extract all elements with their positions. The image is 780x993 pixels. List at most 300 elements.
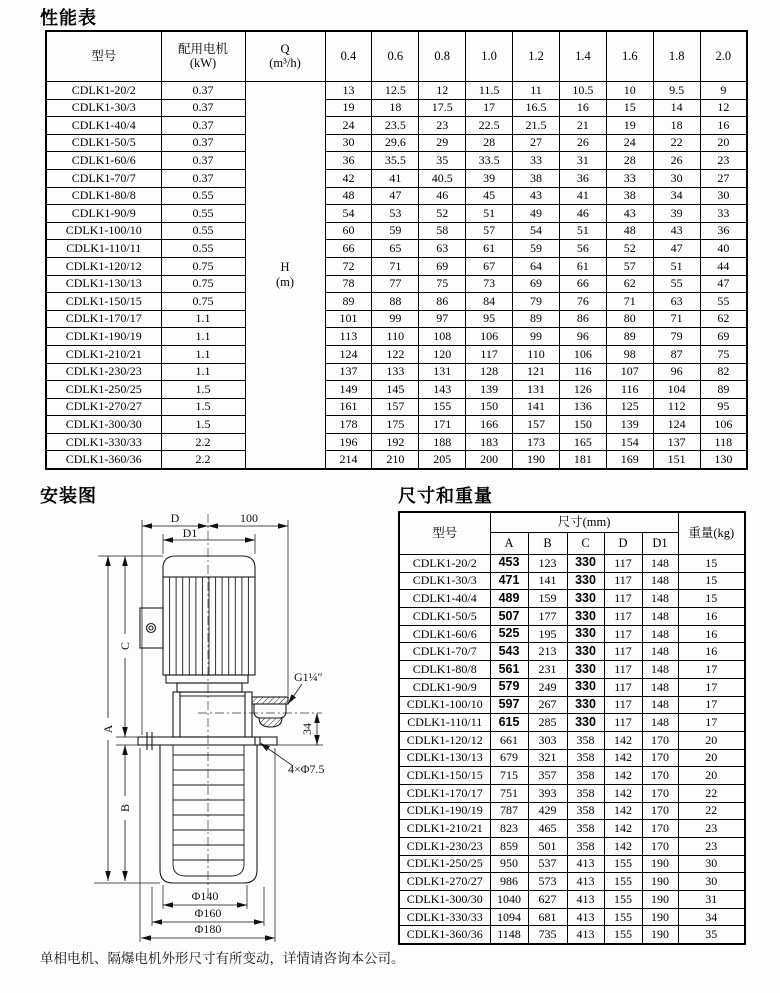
head-value-cell: 106 — [700, 416, 747, 434]
dim-label-phi180: Φ180 — [194, 922, 222, 936]
dim-value-cell: 489 — [490, 590, 528, 608]
dim-value-cell: 31 — [678, 891, 745, 909]
dim-value-cell: 35 — [678, 926, 745, 944]
dim-model-cell: CDLK1-190/19 — [399, 802, 490, 820]
dim-value-cell: 465 — [528, 820, 567, 838]
head-value-cell: 173 — [513, 433, 560, 451]
head-value-cell: 128 — [466, 363, 513, 381]
motor-fins — [170, 577, 249, 675]
pump-outline — [138, 556, 288, 883]
motor-kw-cell: 0.55 — [161, 222, 245, 240]
head-value-cell: 57 — [606, 257, 653, 275]
dim-value-cell: 231 — [528, 661, 567, 679]
dim-value-cell: 249 — [528, 678, 567, 696]
head-value-cell: 171 — [419, 416, 466, 434]
dim-label-a: A — [101, 724, 115, 734]
dim-value-cell: 679 — [490, 749, 528, 767]
head-value-cell: 150 — [466, 398, 513, 416]
dim-row — [399, 873, 745, 891]
head-value-cell: 200 — [466, 451, 513, 469]
dim-value-cell: 190 — [642, 908, 678, 926]
head-value-cell: 44 — [700, 257, 747, 275]
dim-value-cell: 190 — [642, 891, 678, 909]
dim-value-cell: 117 — [604, 590, 642, 608]
perf-row — [46, 363, 747, 381]
head-value-cell: 20 — [700, 134, 747, 152]
dim-value-cell: 170 — [642, 731, 678, 749]
perf-row — [46, 257, 747, 275]
extension-lines — [94, 520, 323, 942]
dim-value-cell: 148 — [642, 555, 678, 573]
model-cell: CDLK1-40/4 — [46, 117, 161, 135]
head-value-cell: 62 — [700, 310, 747, 328]
dim-value-cell: 330 — [567, 572, 604, 590]
head-value-cell: 130 — [700, 451, 747, 469]
head-value-cell: 31 — [559, 152, 606, 170]
model-cell: CDLK1-100/10 — [46, 222, 161, 240]
dim-model-cell: CDLK1-40/4 — [399, 590, 490, 608]
installation-diagram-title: 安装图 — [40, 486, 97, 506]
head-value-cell: 192 — [372, 433, 419, 451]
dim-row — [399, 820, 745, 838]
dim-value-cell: 358 — [567, 749, 604, 767]
diagram-labels — [101, 511, 325, 936]
dim-value-cell: 303 — [528, 731, 567, 749]
head-value-cell: 30 — [653, 169, 700, 187]
junction-box-hole — [147, 624, 156, 633]
motor-kw-cell: 0.55 — [161, 187, 245, 205]
head-value-cell: 99 — [513, 328, 560, 346]
head-value-cell: 98 — [606, 345, 653, 363]
head-value-cell: 11 — [513, 82, 560, 100]
head-unit-cell: H (m) — [245, 82, 325, 470]
head-value-cell: 18 — [372, 99, 419, 117]
head-value-cell: 26 — [653, 152, 700, 170]
dim-model-cell: CDLK1-170/17 — [399, 784, 490, 802]
perf-row — [46, 134, 747, 152]
model-cell: CDLK1-270/27 — [46, 398, 161, 416]
motor-kw-cell: 2.2 — [161, 451, 245, 469]
model-cell: CDLK1-50/5 — [46, 134, 161, 152]
junction-box — [140, 608, 163, 648]
motor-kw-cell: 1.5 — [161, 381, 245, 399]
dim-value-cell: 22 — [678, 802, 745, 820]
head-value-cell: 96 — [559, 328, 606, 346]
dim-value-cell: 17 — [678, 678, 745, 696]
head-value-cell: 47 — [372, 187, 419, 205]
flow-column-header: 1.0 — [466, 31, 513, 82]
size-column-header: C — [567, 533, 604, 555]
dim-row — [399, 767, 745, 785]
head-value-cell: 183 — [466, 433, 513, 451]
dim-value-cell: 330 — [567, 643, 604, 661]
head-value-cell: 117 — [466, 345, 513, 363]
dim-value-cell: 22 — [678, 784, 745, 802]
dim-value-cell: 715 — [490, 767, 528, 785]
dim-value-cell: 195 — [528, 625, 567, 643]
dim-value-cell: 148 — [642, 696, 678, 714]
head-value-cell: 51 — [466, 205, 513, 223]
model-cell: CDLK1-120/12 — [46, 257, 161, 275]
head-value-cell: 65 — [372, 240, 419, 258]
head-value-cell: 143 — [419, 381, 466, 399]
dim-value-cell: 413 — [567, 855, 604, 873]
head-value-cell: 124 — [653, 416, 700, 434]
dim-value-cell: 170 — [642, 784, 678, 802]
dim-value-cell: 155 — [604, 908, 642, 926]
dim-value-cell: 20 — [678, 749, 745, 767]
model-cell: CDLK1-20/2 — [46, 82, 161, 100]
head-value-cell: 22 — [653, 134, 700, 152]
dim-value-cell: 573 — [528, 873, 567, 891]
dim-value-cell: 525 — [490, 625, 528, 643]
dim-row — [399, 731, 745, 749]
dim-value-cell: 15 — [678, 555, 745, 573]
dim-value-cell: 148 — [642, 643, 678, 661]
head-value-cell: 55 — [653, 275, 700, 293]
perf-row — [46, 328, 747, 346]
head-value-cell: 35 — [419, 152, 466, 170]
perf-row — [46, 451, 747, 469]
head-value-cell: 181 — [559, 451, 606, 469]
dim-value-cell: 285 — [528, 714, 567, 732]
dim-value-cell: 413 — [567, 891, 604, 909]
head-value-cell: 47 — [700, 275, 747, 293]
head-value-cell: 67 — [466, 257, 513, 275]
size-column-header: D1 — [642, 533, 678, 555]
head-value-cell: 45 — [466, 187, 513, 205]
head-value-cell: 71 — [372, 257, 419, 275]
motor-kw-cell: 1.5 — [161, 416, 245, 434]
dim-value-cell: 615 — [490, 714, 528, 732]
dim-value-cell: 15 — [678, 572, 745, 590]
perf-row — [46, 117, 747, 135]
dim-value-cell: 117 — [604, 661, 642, 679]
dim-value-cell: 123 — [528, 555, 567, 573]
dim-value-cell: 358 — [567, 731, 604, 749]
dim-value-cell: 661 — [490, 731, 528, 749]
head-value-cell: 79 — [513, 293, 560, 311]
model-cell: CDLK1-190/19 — [46, 328, 161, 346]
perf-row — [46, 82, 747, 100]
head-value-cell: 121 — [513, 363, 560, 381]
model-cell: CDLK1-90/9 — [46, 205, 161, 223]
motor-kw-cell: 0.75 — [161, 275, 245, 293]
head-value-cell: 97 — [419, 310, 466, 328]
model-cell: CDLK1-300/30 — [46, 416, 161, 434]
motor-kw-cell: 0.37 — [161, 152, 245, 170]
dim-model-cell: CDLK1-150/15 — [399, 767, 490, 785]
head-value-cell: 62 — [606, 275, 653, 293]
dim-value-cell: 16 — [678, 643, 745, 661]
head-value-cell: 27 — [513, 134, 560, 152]
head-value-cell: 17 — [466, 99, 513, 117]
dim-value-cell: 537 — [528, 855, 567, 873]
head-value-cell: 12 — [700, 99, 747, 117]
head-value-cell: 40.5 — [419, 169, 466, 187]
dim-value-cell: 141 — [528, 572, 567, 590]
model-cell: CDLK1-250/25 — [46, 381, 161, 399]
head-value-cell: 51 — [653, 257, 700, 275]
head-value-cell: 11.5 — [466, 82, 513, 100]
dim-value-cell: 34 — [678, 908, 745, 926]
dim-value-cell: 117 — [604, 608, 642, 626]
head-value-cell: 16 — [559, 99, 606, 117]
dim-value-cell: 213 — [528, 643, 567, 661]
dim-value-cell: 1094 — [490, 908, 528, 926]
motor-kw-cell: 0.37 — [161, 82, 245, 100]
dim-model-cell: CDLK1-70/7 — [399, 643, 490, 661]
head-value-cell: 29.6 — [372, 134, 419, 152]
motor-kw-cell: 0.55 — [161, 240, 245, 258]
head-value-cell: 23 — [419, 117, 466, 135]
q-header-line2: (m³/h) — [269, 55, 301, 70]
head-value-cell: 136 — [559, 398, 606, 416]
thread-port-label: G1¼″ — [294, 670, 323, 684]
dim-value-cell: 148 — [642, 661, 678, 679]
head-value-cell: 38 — [513, 169, 560, 187]
head-value-cell: 96 — [653, 363, 700, 381]
barrel-inner — [173, 745, 244, 876]
head-value-cell: 9 — [700, 82, 747, 100]
head-value-cell: 33.5 — [466, 152, 513, 170]
motor-flange — [166, 675, 248, 683]
perf-row — [46, 275, 747, 293]
dim-value-cell: 117 — [604, 555, 642, 573]
head-value-cell: 131 — [419, 363, 466, 381]
dim-value-cell: 155 — [604, 926, 642, 944]
head-value-cell: 106 — [466, 328, 513, 346]
dim-model-header: 型号 — [399, 512, 490, 555]
flow-column-header: 0.6 — [372, 31, 419, 82]
head-value-cell: 64 — [513, 257, 560, 275]
head-value-cell: 137 — [325, 363, 372, 381]
dim-row — [399, 625, 745, 643]
model-cell: CDLK1-330/33 — [46, 433, 161, 451]
head-value-cell: 154 — [606, 433, 653, 451]
port-bottom — [259, 718, 282, 727]
head-value-cell: 17.5 — [419, 99, 466, 117]
head-value-cell: 113 — [325, 328, 372, 346]
head-value-cell: 29 — [419, 134, 466, 152]
head-value-cell: 56 — [559, 240, 606, 258]
dim-row — [399, 838, 745, 856]
dim-value-cell: 330 — [567, 555, 604, 573]
model-cell: CDLK1-170/17 — [46, 310, 161, 328]
dim-size-header: 尺寸(mm) — [490, 512, 678, 533]
head-value-cell: 78 — [325, 275, 372, 293]
dim-value-cell: 23 — [678, 838, 745, 856]
perf-row — [46, 310, 747, 328]
dim-model-cell: CDLK1-270/27 — [399, 873, 490, 891]
head-value-cell: 110 — [372, 328, 419, 346]
model-cell: CDLK1-110/11 — [46, 240, 161, 258]
dim-row — [399, 855, 745, 873]
dim-value-cell: 358 — [567, 802, 604, 820]
perf-row — [46, 381, 747, 399]
flow-column-header: 2.0 — [700, 31, 747, 82]
dim-value-cell: 117 — [604, 678, 642, 696]
dim-value-cell: 17 — [678, 714, 745, 732]
dim-row — [399, 749, 745, 767]
dim-value-cell: 501 — [528, 838, 567, 856]
dim-value-cell: 561 — [490, 661, 528, 679]
dim-value-cell: 330 — [567, 696, 604, 714]
head-value-cell: 116 — [606, 381, 653, 399]
head-value-cell: 161 — [325, 398, 372, 416]
dim-model-cell: CDLK1-50/5 — [399, 608, 490, 626]
dim-value-cell: 117 — [604, 572, 642, 590]
dim-model-cell: CDLK1-300/30 — [399, 891, 490, 909]
head-value-cell: 125 — [606, 398, 653, 416]
dim-value-cell: 986 — [490, 873, 528, 891]
dim-value-cell: 170 — [642, 749, 678, 767]
head-value-cell: 48 — [325, 187, 372, 205]
dim-value-cell: 155 — [604, 873, 642, 891]
dim-value-cell: 543 — [490, 643, 528, 661]
pump-head — [173, 692, 252, 737]
dim-value-cell: 177 — [528, 608, 567, 626]
head-value-cell: 59 — [513, 240, 560, 258]
head-value-cell: 71 — [653, 310, 700, 328]
head-value-cell: 61 — [466, 240, 513, 258]
dim-value-cell: 15 — [678, 590, 745, 608]
head-value-cell: 39 — [653, 205, 700, 223]
dim-value-cell: 735 — [528, 926, 567, 944]
dim-value-cell: 681 — [528, 908, 567, 926]
flow-column-header: 1.4 — [559, 31, 606, 82]
head-value-cell: 26 — [559, 134, 606, 152]
perf-row — [46, 222, 747, 240]
head-value-cell: 33 — [700, 205, 747, 223]
head-value-cell: 21 — [559, 117, 606, 135]
head-value-cell: 150 — [559, 416, 606, 434]
head-value-cell: 110 — [513, 345, 560, 363]
model-cell: CDLK1-150/15 — [46, 293, 161, 311]
head-value-cell: 24 — [325, 117, 372, 135]
head-value-cell: 40 — [700, 240, 747, 258]
dim-value-cell: 321 — [528, 749, 567, 767]
dim-label-100: 100 — [240, 511, 258, 525]
motor-kw-cell: 0.75 — [161, 257, 245, 275]
dim-value-cell: 16 — [678, 608, 745, 626]
head-value-cell: 14 — [653, 99, 700, 117]
head-value-cell: 88 — [372, 293, 419, 311]
motor-column-header — [161, 31, 245, 82]
head-value-cell: 16 — [700, 117, 747, 135]
mounting-plate — [138, 737, 277, 745]
dim-value-cell: 159 — [528, 590, 567, 608]
dim-model-cell: CDLK1-210/21 — [399, 820, 490, 838]
size-column-header: D — [604, 533, 642, 555]
dim-value-cell: 117 — [604, 643, 642, 661]
dim-model-cell: CDLK1-30/3 — [399, 572, 490, 590]
head-value-cell: 66 — [325, 240, 372, 258]
head-value-cell: 55 — [700, 293, 747, 311]
head-value-cell: 86 — [419, 293, 466, 311]
head-value-cell: 131 — [513, 381, 560, 399]
dim-value-cell: 751 — [490, 784, 528, 802]
head-value-cell: 63 — [653, 293, 700, 311]
dim-value-cell: 142 — [604, 749, 642, 767]
q-header-line1: Q — [280, 41, 290, 56]
dim-value-cell: 16 — [678, 625, 745, 643]
motor-kw-cell: 0.37 — [161, 99, 245, 117]
head-value-cell: 151 — [653, 451, 700, 469]
dim-value-cell: 170 — [642, 838, 678, 856]
perf-row — [46, 205, 747, 223]
port-body — [254, 704, 286, 718]
dim-value-cell: 148 — [642, 608, 678, 626]
head-value-cell: 41 — [559, 187, 606, 205]
head-value-cell: 214 — [325, 451, 372, 469]
motor-kw-cell: 0.37 — [161, 169, 245, 187]
junction-box-hole-center — [149, 626, 153, 630]
head-value-cell: 36 — [700, 222, 747, 240]
dim-value-cell: 20 — [678, 767, 745, 785]
head-value-cell: 82 — [700, 363, 747, 381]
motor-kw-cell: 1.1 — [161, 310, 245, 328]
perf-row — [46, 187, 747, 205]
head-value-cell: 57 — [466, 222, 513, 240]
head-value-cell: 30 — [700, 187, 747, 205]
head-value-cell: 122 — [372, 345, 419, 363]
head-value-cell: 59 — [372, 222, 419, 240]
head-value-cell: 106 — [559, 345, 606, 363]
dim-value-cell: 148 — [642, 678, 678, 696]
model-cell: CDLK1-130/13 — [46, 275, 161, 293]
dim-row — [399, 608, 745, 626]
head-value-cell: 190 — [513, 451, 560, 469]
head-value-cell: 205 — [419, 451, 466, 469]
dim-value-cell: 20 — [678, 731, 745, 749]
head-value-cell: 63 — [419, 240, 466, 258]
dim-value-cell: 170 — [642, 802, 678, 820]
dim-value-cell: 823 — [490, 820, 528, 838]
head-value-cell: 118 — [700, 433, 747, 451]
head-value-cell: 76 — [559, 293, 606, 311]
model-cell: CDLK1-230/23 — [46, 363, 161, 381]
performance-table-title: 性能表 — [40, 8, 97, 28]
dim-weight-header: 重量(kg) — [678, 512, 745, 555]
dim-row — [399, 926, 745, 944]
dim-value-cell: 330 — [567, 608, 604, 626]
head-value-cell: 69 — [513, 275, 560, 293]
flow-column-header: 0.8 — [419, 31, 466, 82]
dim-model-cell: CDLK1-360/36 — [399, 926, 490, 944]
head-value-cell: 23 — [700, 152, 747, 170]
perf-row — [46, 99, 747, 117]
dim-model-cell: CDLK1-230/23 — [399, 838, 490, 856]
dim-value-cell: 30 — [678, 873, 745, 891]
dim-model-cell: CDLK1-90/9 — [399, 678, 490, 696]
dim-value-cell: 23 — [678, 820, 745, 838]
motor-kw-cell: 1.1 — [161, 328, 245, 346]
dim-value-cell: 859 — [490, 838, 528, 856]
head-value-cell: 137 — [653, 433, 700, 451]
head-value-cell: 139 — [606, 416, 653, 434]
model-cell: CDLK1-210/21 — [46, 345, 161, 363]
head-value-cell: 10 — [606, 82, 653, 100]
head-value-cell: 23.5 — [372, 117, 419, 135]
dim-value-cell: 330 — [567, 678, 604, 696]
head-value-cell: 51 — [559, 222, 606, 240]
head-value-cell: 169 — [606, 451, 653, 469]
model-cell: CDLK1-30/3 — [46, 99, 161, 117]
dimensions-weight-table — [398, 511, 746, 945]
motor-kw-cell: 0.75 — [161, 293, 245, 311]
motor-kw-cell: 2.2 — [161, 433, 245, 451]
